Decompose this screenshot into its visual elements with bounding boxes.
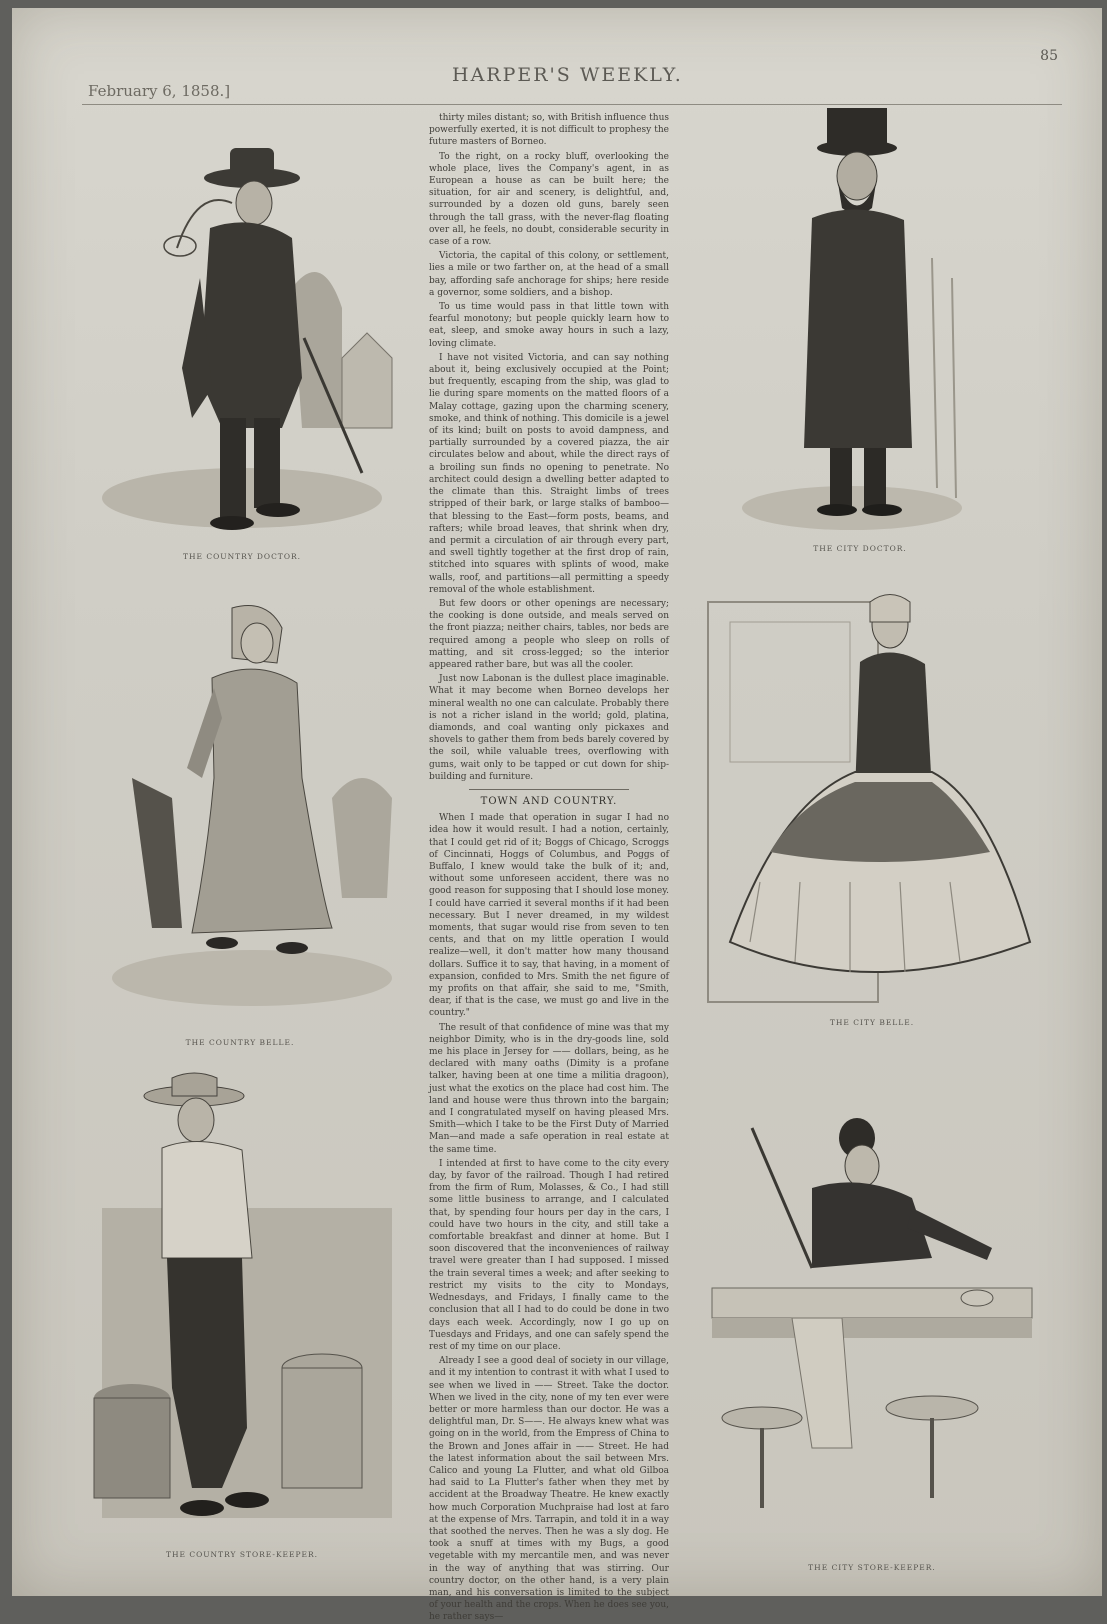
country-doctor-illustration [92, 128, 392, 548]
paragraph: I intended at first to have come to the city every day, by favor of the railroad. Though I had retired from the firm of Rum, Molasses, & Co., I had still some little business to arrange, and I calculated that, by spending four hours per day in the cars, I could have two hours in the city, and still take a comfortable breakfast and dinner at home. But I soon discovered that the inconveniences of railway travel were greater than I had supposed. I missed the train several times a week; and after seeking to restrict my visits to the city to Mondays, Wednesdays, and Fridays, I finally came to the conclusion that all I had to do could be done in two days each week. Accordingly, now I go up on Tuesdays and Fridays, and one can safely spend the rest of my time on our place. [429, 1158, 669, 1352]
caption-city-belle: THE CITY BELLE. [829, 1018, 915, 1027]
city-doctor-illustration [712, 108, 1012, 538]
section-divider [469, 789, 629, 790]
caption-country-doctor: THE COUNTRY DOCTOR. [182, 552, 301, 561]
masthead-title: HARPER'S WEEKLY. [452, 64, 683, 86]
paragraph: When I made that operation in sugar I had no idea how it would result. I had a notion, certainly, that I could get rid of it; Boggs of Chicago, Scroggs of Cincinnati, Hoggs of Columbus, and Poggs of Buffalo, I knew would take the bulk of it; and, without some unforeseen accident, there was no good reason for supposing that I should lose money. I could have carried it several months if it had been necessary. But I never dreamed, in my wildest moments, that sugar would rise from seven to ten cents, and that on my little operation I would realize—well, it don't matter how many thousand dollars. Suffice it to say, that having, in a moment of expansion, confided to Mrs. Smith the net figure of my profits on that affair, she said to me, "Smith, dear, if that is the case, we must go and live in the country." [429, 813, 669, 1019]
paragraph: To us time would pass in that little town with fearful monotony; but people quickly learn how to eat, sleep, and smoke away hours in such a lazy, loving climate. [429, 302, 669, 349]
issue-date: February 6, 1858.] [88, 82, 231, 100]
article-borneo [429, 112, 669, 783]
paragraph: thirty miles distant; so, with British influence thus powerfully exerted, it is not difficult to prophesy the future masters of Borneo. [429, 113, 669, 148]
country-belle-illustration [92, 598, 402, 1018]
newspaper-page [12, 8, 1102, 1623]
paragraph: To the right, on a rocky bluff, overlooking the whole place, lives the Company's agent, in as European a house as can be built here; the situation, for air and scenery, is delightful, and, surrounded by a dozen old guns, barely seen through the tall grass, with the never-flag floating over all, he feels, no doubt, considerable security in case of a row. [429, 151, 669, 248]
paragraph: The result of that confidence of mine was that my neighbor Dimity, who is in the dry-goods line, sold me his place in Jersey for —— dollars, being, as he declared with many oaths (Dimity is a profane talker, having been at one time a militia dragoon), just what the exotics on the place had cost him. The land and house were thus thrown into the bargain; and I congratulated myself on having pleased Mrs. Smith—which I take to be the First Duty of Married Man—and made a safe operation in real estate at the same time. [429, 1022, 669, 1155]
paragraph: Just now Labonan is the dullest place imaginable. What it may become when Borneo develops her mineral wealth no one can calculate. Probably there is not a richer island in the world; gold, platina, diamonds, and coal wanting only pickaxes and shovels to gather them from beds barely covered by the soil, while valuable trees, overflowing with gums, wait only to be tapped or cut down for ship-building and furniture. [429, 674, 669, 782]
caption-city-store-keeper: THE CITY STORE-KEEPER. [808, 1563, 936, 1572]
paragraph: Already I see a good deal of society in our village, and it my intention to contrast it with what I used to see when we lived in —— Street. Take the doctor. When we lived in the city, none of my ten ever were better or more harmless than our doctor. He was a delightful man, Dr. S——. He always knew what was going on in the world, from the Empress of China to the Brown and Jones affair in —— Street. He had the latest information about the sail between Mrs. Calico and young La Flutter, and what old Gilboa had said to La Flutter's father when they met by accident at the Broadway Theatre. He knew exactly how much Corporation Muchpraise had lost at faro at the expense of Mrs. Tarrapin, and told it in a way that soothed the nerves. Then he was a sly dog. He took a snuff at times with my Bugs, a good vegetable with my mercantile men, and was never in the way of anything that was stirring. Our country doctor, on the other hand, is a very plain man, and his conversation is limited to the subject of your health and the crops. When he does see you, he rather says— [429, 1356, 669, 1623]
page-number: 85 [1040, 48, 1058, 64]
paragraph: But few doors or other openings are necessary; the cooking is done outside, and meals served on the front piazza; neither chairs, tables, nor beds are required among a people who sleep on rolls of matting, and sit cross-legged; so the interior appeared rather bare, but was all the cooler. [429, 598, 669, 670]
city-store-keeper-illustration [702, 1118, 1032, 1558]
paragraph: Victoria, the capital of this colony, or settlement, lies a mile or two farther on, at the head of a small bay, affording safe anchorage for ships; here reside a governor, some soldiers, and a bishop. [429, 251, 669, 298]
caption-city-doctor: THE CITY DOCTOR. [813, 544, 907, 553]
article-heading: TOWN AND COUNTRY. [480, 795, 618, 807]
article-town-and-country [429, 812, 669, 1623]
caption-country-belle: THE COUNTRY BELLE. [185, 1038, 295, 1047]
country-store-keeper-illustration [72, 1068, 402, 1538]
article-column [429, 112, 669, 1623]
city-belle-illustration [700, 582, 1040, 1022]
header-rule [82, 104, 1062, 105]
caption-country-store-keeper: THE COUNTRY STORE-KEEPER. [165, 1550, 319, 1559]
paragraph: I have not visited Victoria, and can say nothing about it, being exclusively occupied at the Point; but frequently, escaping from the ship, was glad to lie during spare moments on the matted floors of a Malay cottage, gazing upon the charming scenery, smoke, and think of nothing. This domicile is a jewel of its kind; built on posts to avoid dampness, and partially surrounded by a covered piazza, the air circulates below and about, while the direct rays of a broiling sun finds no opening to penetrate. No architect could design a dwelling better adapted to the climate than this. Straight limbs of trees stripped of their bark, or large stalks of bamboo—that blessing to the East—form posts, beams, and rafters; while broad leaves, that shrink when dry, and permit a circulation of air through every part, and swell tightly together at the first drop of rain, stitched into squares with splints of wood, make walls, roof, and partitions—all permitting a speedy removal of the whole establishment. [429, 352, 669, 595]
